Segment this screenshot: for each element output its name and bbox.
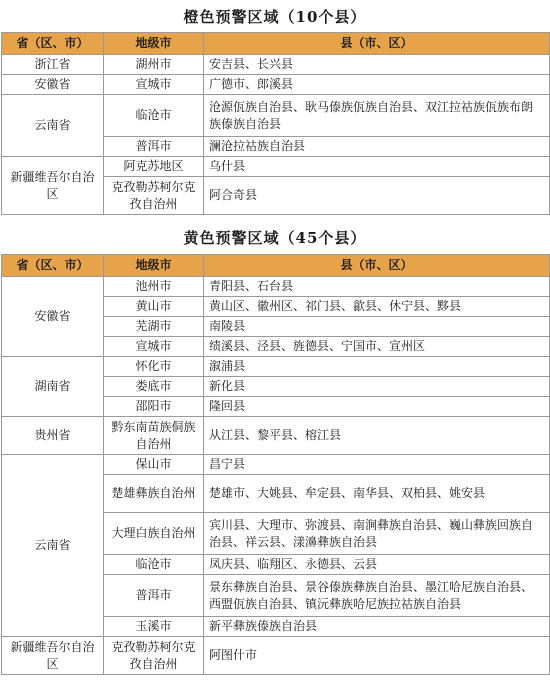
city-cell: 临沧市 bbox=[104, 555, 204, 575]
table-row bbox=[2, 637, 550, 675]
province-cell: 安徽省 bbox=[2, 75, 104, 95]
city-cell: 湖州市 bbox=[104, 55, 204, 75]
county-cell: 黄山区、徽州区、祁门县、歙县、休宁县、黟县 bbox=[204, 297, 550, 317]
table-row bbox=[2, 277, 550, 297]
county-cell: 隆回县 bbox=[204, 397, 550, 417]
city-cell: 芜湖市 bbox=[104, 317, 204, 337]
county-cell: 乌什县 bbox=[204, 157, 550, 177]
city-cell: 怀化市 bbox=[104, 357, 204, 377]
column-header-county: 县（市、区） bbox=[204, 255, 550, 277]
city-cell: 保山市 bbox=[104, 455, 204, 475]
county-cell: 广德市、郎溪县 bbox=[204, 75, 550, 95]
city-cell: 宣城市 bbox=[104, 75, 204, 95]
table-header-row bbox=[2, 255, 550, 277]
city-cell: 池州市 bbox=[104, 277, 204, 297]
county-cell: 沧源佤族自治县、耿马傣族佤族自治县、双江拉祜族佤族布朗族傣族自治县 bbox=[204, 95, 550, 137]
county-cell: 从江县、黎平县、榕江县 bbox=[204, 417, 550, 455]
city-cell: 普洱市 bbox=[104, 575, 204, 617]
city-cell: 楚雄彝族自治州 bbox=[104, 475, 204, 513]
province-cell: 新疆维吾尔自治区 bbox=[2, 157, 104, 215]
county-cell: 昌宁县 bbox=[204, 455, 550, 475]
column-header-city: 地级市 bbox=[104, 255, 204, 277]
province-cell: 云南省 bbox=[2, 455, 104, 637]
yellow-zone-table bbox=[1, 254, 550, 675]
county-cell: 安吉县、长兴县 bbox=[204, 55, 550, 75]
province-cell: 湖南省 bbox=[2, 357, 104, 417]
city-cell: 大理白族自治州 bbox=[104, 513, 204, 555]
city-cell: 邵阳市 bbox=[104, 397, 204, 417]
column-header-city: 地级市 bbox=[104, 33, 204, 55]
city-cell: 玉溪市 bbox=[104, 617, 204, 637]
province-cell: 新疆维吾尔自治区 bbox=[2, 637, 104, 675]
city-cell: 克孜勒苏柯尔克孜自治州 bbox=[104, 177, 204, 215]
county-cell: 澜沧拉祜族自治县 bbox=[204, 137, 550, 157]
table-row bbox=[2, 455, 550, 475]
province-cell: 安徽省 bbox=[2, 277, 104, 357]
table-header-row bbox=[2, 33, 550, 55]
table-row bbox=[2, 357, 550, 377]
county-cell: 阿图什市 bbox=[204, 637, 550, 675]
column-header-county: 县（市、区） bbox=[204, 33, 550, 55]
province-cell: 贵州省 bbox=[2, 417, 104, 455]
city-cell: 黄山市 bbox=[104, 297, 204, 317]
county-cell: 绩溪县、泾县、旌德县、宁国市、宣州区 bbox=[204, 337, 550, 357]
county-cell: 新化县 bbox=[204, 377, 550, 397]
county-cell: 阿合奇县 bbox=[204, 177, 550, 215]
city-cell: 宣城市 bbox=[104, 337, 204, 357]
orange-zone-table bbox=[1, 32, 550, 215]
county-cell: 南陵县 bbox=[204, 317, 550, 337]
county-cell: 凤庆县、临翔区、永德县、云县 bbox=[204, 555, 550, 575]
county-cell: 青阳县、石台县 bbox=[204, 277, 550, 297]
table-row bbox=[2, 75, 550, 95]
county-cell: 新平彝族傣族自治县 bbox=[204, 617, 550, 637]
column-header-province: 省（区、市） bbox=[2, 33, 104, 55]
city-cell: 娄底市 bbox=[104, 377, 204, 397]
city-cell: 克孜勒苏柯尔克孜自治州 bbox=[104, 637, 204, 675]
table-row bbox=[2, 55, 550, 75]
county-cell: 宾川县、大理市、弥渡县、南涧彝族自治县、巍山彝族回族自治县、祥云县、漾濞彝族自治县 bbox=[204, 513, 550, 555]
table-row bbox=[2, 157, 550, 177]
city-cell: 黔东南苗族侗族自治州 bbox=[104, 417, 204, 455]
orange-zone-title: 橙色预警区域（10个县） bbox=[183, 8, 367, 26]
county-cell: 景东彝族自治县、景谷傣族彝族自治县、墨江哈尼族自治县、西盟佤族自治县、镇沅彝族哈尼族拉祜族自治县 bbox=[204, 575, 550, 617]
city-cell: 普洱市 bbox=[104, 137, 204, 157]
table-row bbox=[2, 95, 550, 137]
county-cell: 楚雄市、大姚县、牟定县、南华县、双柏县、姚安县 bbox=[204, 475, 550, 513]
province-cell: 浙江省 bbox=[2, 55, 104, 75]
column-header-province: 省（区、市） bbox=[2, 255, 104, 277]
table-row bbox=[2, 417, 550, 455]
county-cell: 溆浦县 bbox=[204, 357, 550, 377]
yellow-zone-title: 黄色预警区域（45个县） bbox=[183, 229, 367, 247]
city-cell: 阿克苏地区 bbox=[104, 157, 204, 177]
city-cell: 临沧市 bbox=[104, 95, 204, 137]
province-cell: 云南省 bbox=[2, 95, 104, 157]
